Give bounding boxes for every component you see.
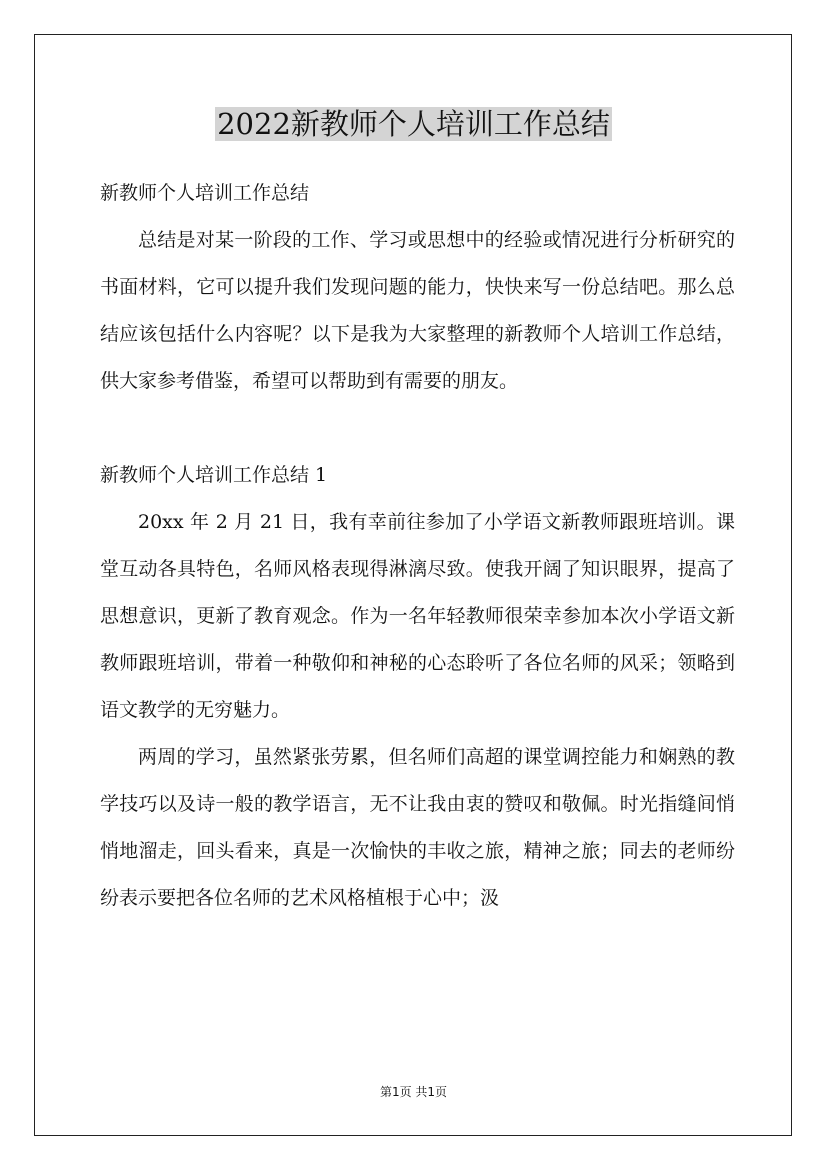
intro-paragraph: 总结是对某一阶段的工作、学习或思想中的经验或情况进行分析研究的书面材料，它可以提升我们发现问题的能力，快快来写一份总结吧。那么总结应该包括什么内容呢？以下是我为大家整理的新教师个人培训工作总结，供大家参考借鉴，希望可以帮助到有需要的朋友。 (100, 229, 735, 392)
body-paragraph-2: 两周的学习，虽然紧张劳累，但名师们高超的课堂调控能力和娴熟的教学技巧以及诗一般的教学语言，无不让我由衷的赞叹和敬佩。时光指缝间悄悄地溜走，回头看来，真是一次愉快的丰收之旅，精神之旅；同去的老师纷纷表示要把各位名师的艺术风格植根于心中；汲 (100, 746, 735, 909)
body-paragraph-1: 20xx 年 2 月 21 日，我有幸前往参加了小学语文新教师跟班培训。课堂互动各具特色，名师风格表现得淋漓尽致。使我开阔了知识眼界，提高了思想意识，更新了教育观念。作为一名年轻教师很荣幸参加本次小学语文新教师跟班培训，带着一种敬仰和神秘的心态聆听了各位名师的风采；领略到语文教学的无穷魅力。 (100, 511, 735, 721)
document-title (0, 102, 827, 146)
document-title-text: 2022新教师个人培训工作总结 (217, 107, 610, 141)
blank-line (100, 405, 735, 452)
section-heading: 新教师个人培训工作总结 1 (100, 464, 328, 486)
document-subtitle: 新教师个人培训工作总结 (100, 182, 310, 204)
document-body (100, 170, 735, 922)
page-footer: 第1页 共1页 (379, 1085, 448, 1099)
